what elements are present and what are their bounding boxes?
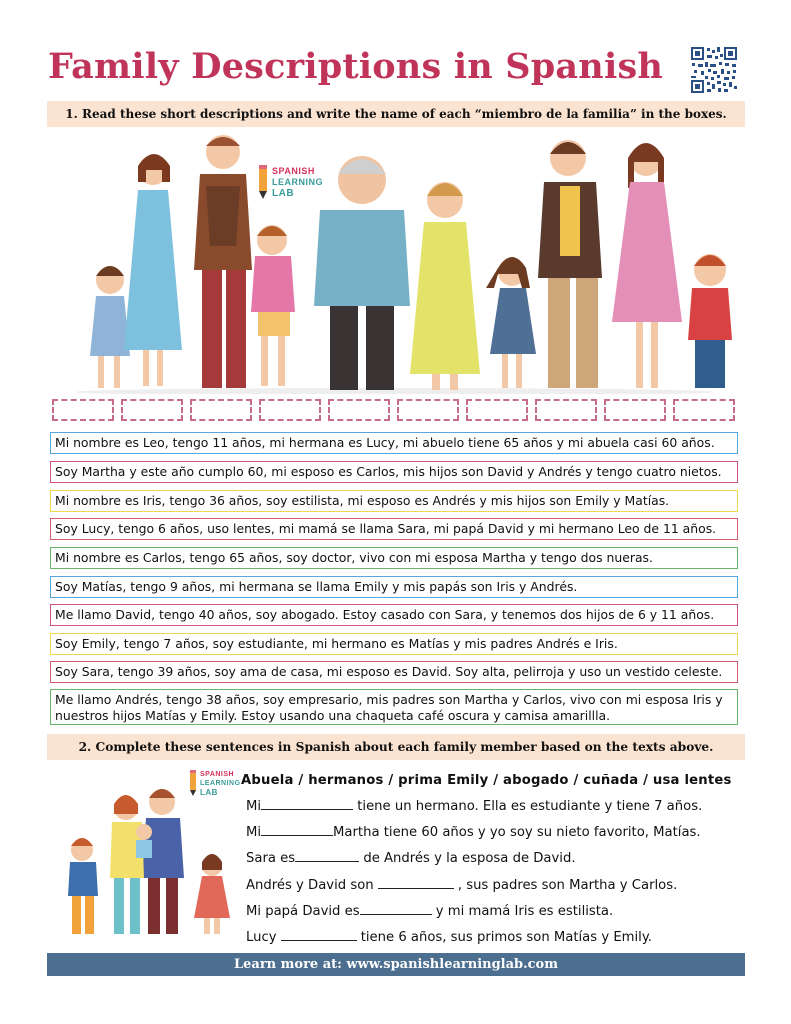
answer-box[interactable] [466, 399, 528, 421]
word-bank: Abuela / hermanos / prima Emily / abogado / cuñada / usa lentes [241, 773, 732, 788]
sentence-4-blank[interactable] [378, 876, 454, 889]
family-illustration [50, 130, 740, 394]
sentence-4-end: , sus padres son Martha y Carlos. [453, 878, 678, 893]
sentence-1-start: Mi [246, 799, 262, 814]
description-matias: Soy Matías, tengo 9 años, mi hermana se llama Emily y mis papás son Iris y Andrés. [50, 576, 738, 598]
sentence-3 [246, 849, 576, 866]
description-lucy: Soy Lucy, tengo 6 años, uso lentes, mi mamá se llama Sara, mi papá David y mi hermano Leo de 11 años. [50, 518, 738, 540]
small-baby-figure [136, 824, 152, 858]
answer-box[interactable] [190, 399, 252, 421]
description-martha: Soy Martha y este año cumplo 60, mi esposo es Carlos, mis hijos son David y Andrés y tengo cuatro nietos. [50, 461, 738, 483]
section-2-instruction: 2. Complete these sentences in Spanish about each family member based on the texts above. [47, 734, 745, 760]
answer-box[interactable] [121, 399, 183, 421]
answer-box[interactable] [673, 399, 735, 421]
description-andres: Me llamo Andrés, tengo 38 años, soy empresario, mis padres son Martha y Carlos, vivo con mi esposa Iris y nuestros hijos Matías y Emily. Estoy usando una chaqueta café oscura y camisa amarillla. [50, 689, 738, 725]
answer-box[interactable] [397, 399, 459, 421]
sentence-5-blank[interactable] [360, 902, 432, 915]
small-girl-figure [194, 854, 230, 934]
answer-box[interactable] [328, 399, 390, 421]
sentence-6-start: Lucy [246, 930, 277, 945]
woman-iris-figure [612, 143, 682, 388]
sentence-3-blank[interactable] [295, 849, 359, 862]
man-andres-figure [538, 140, 602, 388]
answer-box[interactable] [604, 399, 666, 421]
girl-leo-figure [90, 266, 130, 388]
sentence-6-blank[interactable] [281, 928, 357, 941]
grandma-figure [410, 182, 480, 390]
small-woman-figure [110, 795, 144, 934]
section-1-instruction: 1. Read these short descriptions and write the name of each “miembro de la familia” in the boxes. [47, 101, 745, 127]
description-iris: Mi nombre es Iris, tengo 36 años, soy estilista, mi esposo es Andrés y mis hijos son Emily y Matías. [50, 490, 738, 512]
pencil-icon [188, 770, 198, 796]
boy-matias-figure [251, 225, 295, 386]
small-boy-figure [68, 838, 98, 934]
boy-david-son-figure [688, 254, 732, 388]
sentence-4 [246, 876, 677, 893]
sentence-1-blank[interactable] [261, 797, 353, 810]
sentence-5-end: y mi mamá Iris es estilista. [431, 904, 614, 919]
answer-box[interactable] [52, 399, 114, 421]
grandpa-figure [314, 156, 410, 390]
sentence-2-blank[interactable] [261, 823, 333, 836]
sentence-3-start: Sara es [246, 851, 296, 866]
man-carlos-figure [194, 135, 252, 388]
sentence-3-end: de Andrés y la esposa de David. [359, 851, 576, 866]
sentence-6 [246, 928, 652, 945]
sentence-4-start: Andrés y David son [246, 878, 374, 893]
description-sara: Soy Sara, tengo 39 años, soy ama de casa, mi esposo es David. Soy alta, pelirroja y uso un vestido celeste. [50, 661, 738, 683]
qr-code-icon[interactable] [690, 46, 738, 94]
small-man-figure [142, 789, 184, 934]
girl-emily-figure [486, 257, 536, 388]
sentence-2-end: Martha tiene 60 años y yo soy su nieto favorito, Matías. [333, 825, 701, 840]
footer-banner[interactable] [47, 953, 745, 976]
sentence-1-end: tiene un hermano. Ella es estudiante y tiene 7 años. [353, 799, 703, 814]
description-carlos: Mi nombre es Carlos, tengo 65 años, soy doctor, vivo con mi esposa Martha y tengo dos nueras. [50, 547, 738, 569]
answer-boxes [50, 399, 740, 425]
sentence-6-end: tiene 6 años, sus primos son Matías y Emily. [356, 930, 652, 945]
description-emily: Soy Emily, tengo 7 años, soy estudiante, mi hermano es Matías y mis padres Andrés e Iris. [50, 633, 738, 655]
page-title: Family Descriptions in Spanish [48, 46, 663, 87]
woman-martha-figure [124, 154, 182, 386]
pencil-icon [256, 165, 270, 199]
answer-box[interactable] [259, 399, 321, 421]
description-david: Me llamo David, tengo 40 años, soy abogado. Estoy casado con Sara, y tenemos dos hijos de 6 y 11 años. [50, 604, 738, 626]
answer-box[interactable] [535, 399, 597, 421]
sentence-2-start: Mi [246, 825, 262, 840]
footer-link[interactable]: Learn more at: www.spanishlearninglab.com [233, 957, 558, 972]
description-leo: Mi nombre es Leo, tengo 11 años, mi hermana es Lucy, mi abuelo tiene 65 años y mi abuela casi 60 años. [50, 432, 738, 454]
sentence-5 [246, 902, 613, 919]
sentence-1 [246, 797, 702, 814]
sentence-2 [246, 823, 701, 840]
sentence-5-start: Mi papá David es [246, 904, 360, 919]
